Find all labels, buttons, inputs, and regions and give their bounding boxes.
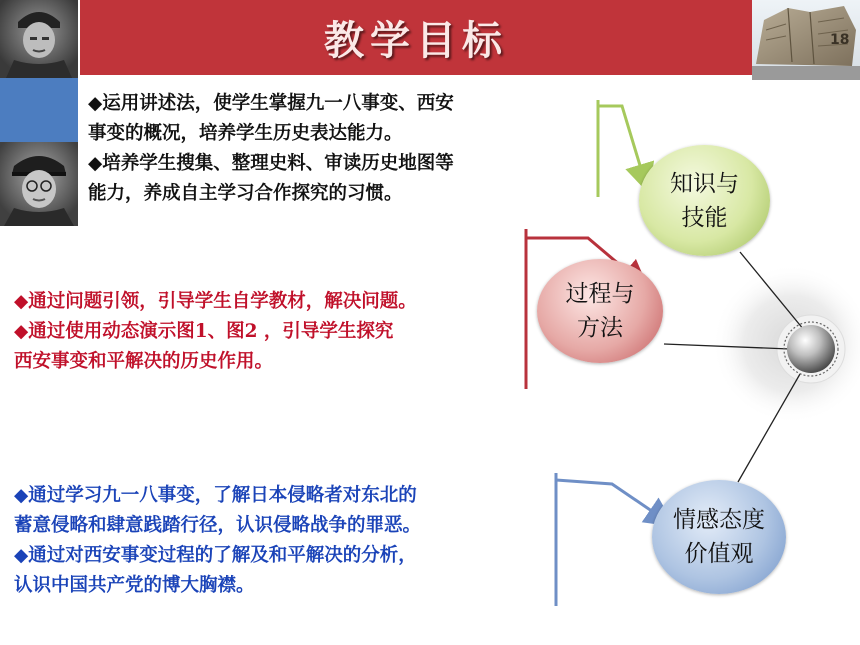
emotion-line-4: 认识中国共产党的博大胸襟。 <box>14 575 255 596</box>
knowledge-line-3: ◆培养学生搜集、整理史料、审读历史地图等 <box>88 153 454 174</box>
process-methods-bubble <box>537 259 663 363</box>
emotion-line-3: ◆通过对西安事变过程的了解及和平解决的分析， <box>14 545 417 566</box>
knowledge-line-1: ◆运用讲述法，使学生掌握九一八事变、西安 <box>88 93 454 114</box>
monument-number: 18 <box>830 32 850 48</box>
process-line-1: ◆通过问题引领，引导学生自学教材，解决问题。 <box>14 291 417 312</box>
knowledge-bubble-line-1: 知识与 <box>670 170 739 197</box>
process-bubble-line-1: 过程与 <box>565 281 635 307</box>
process-line-2: ◆通过使用动态演示图1、图2 ，引导学生探究 <box>14 321 394 342</box>
knowledge-line-4: 能力，养成自主学习合作探究的习惯。 <box>88 183 403 204</box>
emotion-goals-text <box>14 481 554 601</box>
emotion-bubble-line-2: 价值观 <box>684 541 754 567</box>
center-sphere <box>787 325 835 373</box>
process-goals-text <box>14 287 534 377</box>
process-bubble-line-2: 方法 <box>577 315 623 341</box>
emotion-values-bubble <box>652 480 786 594</box>
emotion-line-2: 蓄意侵略和肆意践踏行径，认识侵略战争的罪恶。 <box>14 515 422 536</box>
emotion-bubble-line-1: 情感态度 <box>673 507 765 533</box>
knowledge-bubble-line-2: 技能 <box>681 204 728 231</box>
knowledge-goals-text <box>88 89 578 209</box>
knowledge-skills-bubble <box>639 145 770 256</box>
process-line-3: 西安事变和平解决的历史作用。 <box>14 351 274 372</box>
knowledge-line-2: 事变的概况，培养学生历史表达能力。 <box>88 123 403 144</box>
emotion-line-1: ◆通过学习九一八事变，了解日本侵略者对东北的 <box>14 485 417 506</box>
page-title: 教学目标 <box>324 18 508 64</box>
